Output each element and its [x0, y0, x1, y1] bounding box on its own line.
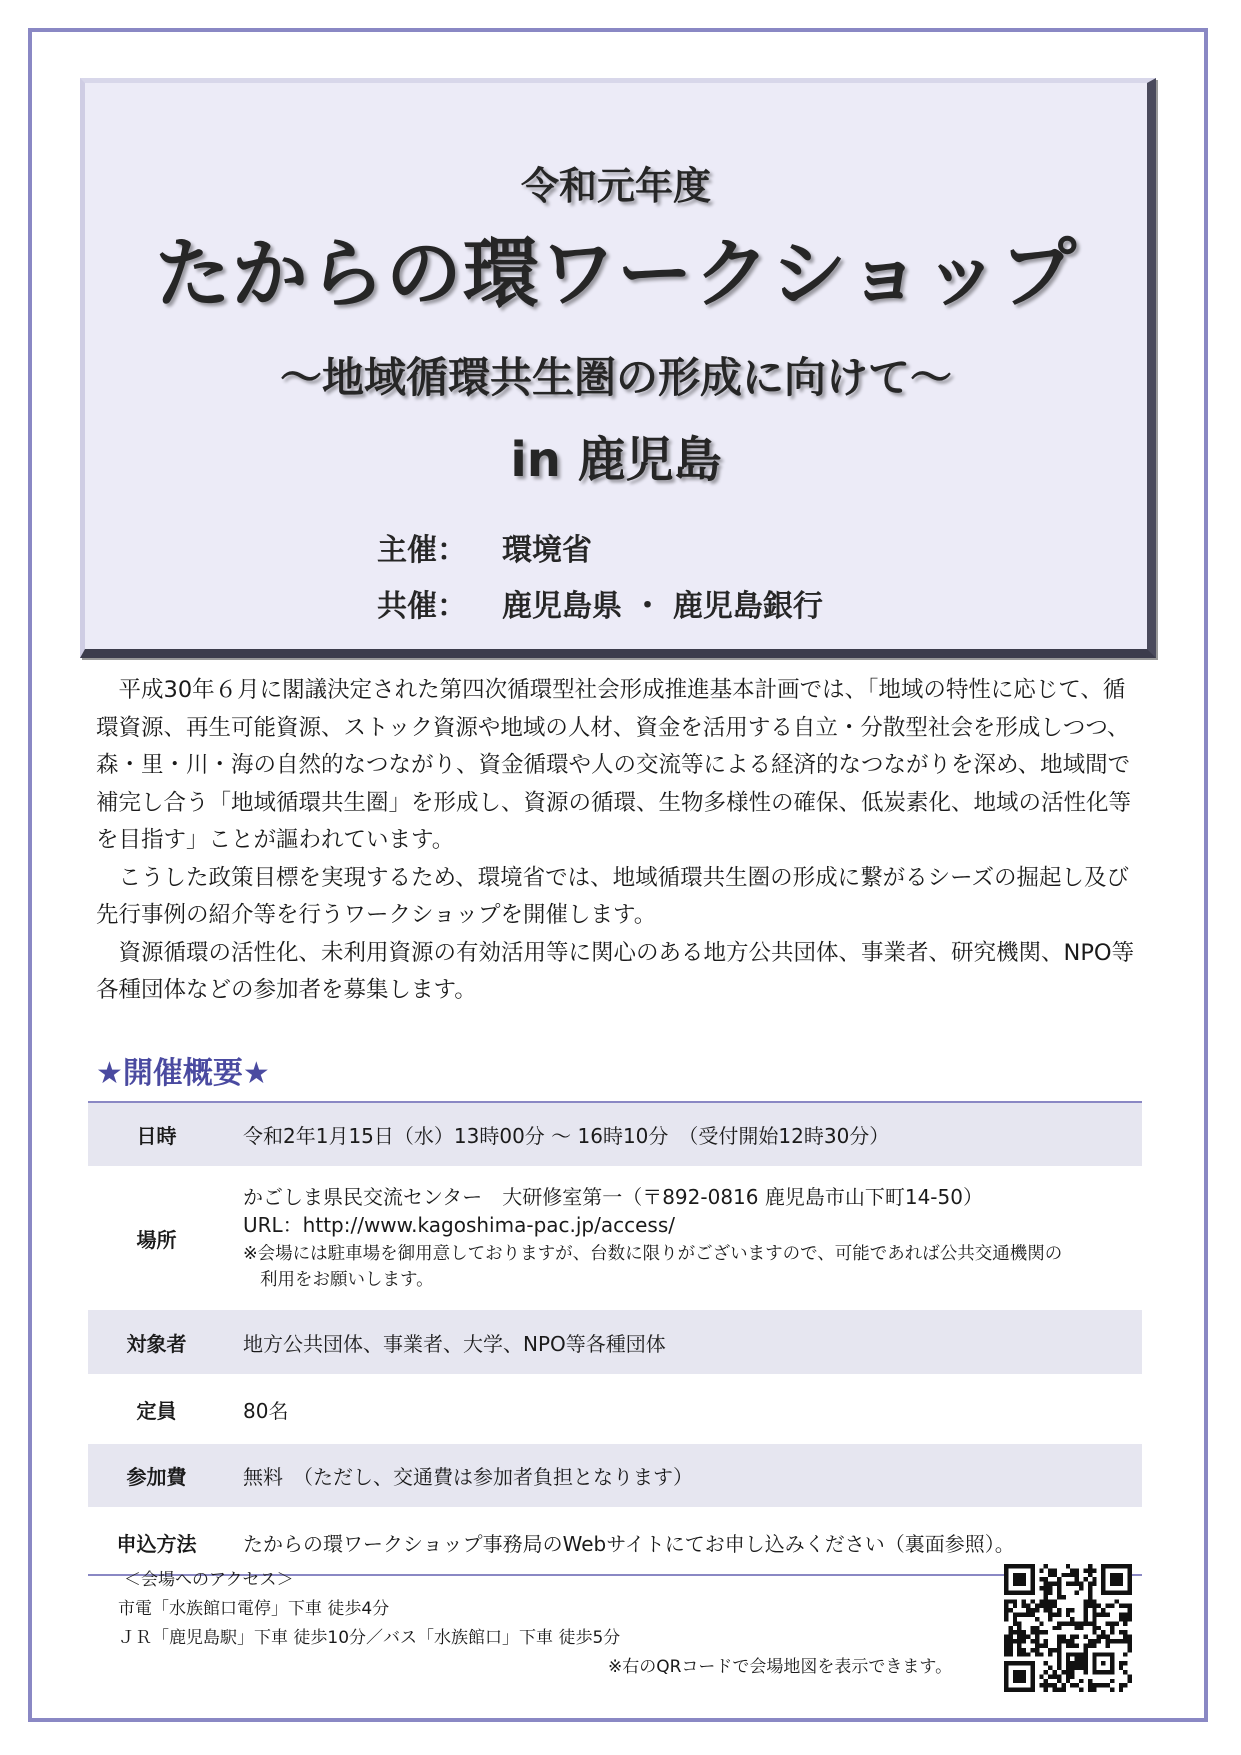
event-subtitle: ～地域循環共生圏の形成に向けて～: [279, 353, 952, 402]
capacity-label: 定員: [136, 1398, 177, 1423]
place-url-link[interactable]: URL：http://www.kagoshima-pac.jp/access/: [243, 1213, 675, 1237]
table-row-fee: [88, 1444, 1142, 1507]
target-label: 対象者: [88, 1310, 225, 1374]
qr-code-icon[interactable]: [1004, 1564, 1132, 1692]
apply-value: たからの環ワークショップ事務局のWebサイトにてお申し込みください（裏面参照）。: [243, 1531, 1015, 1556]
table-row-date: [88, 1102, 1142, 1166]
parking-note-line2: 利用をお願いします。: [260, 1270, 434, 1290]
access-train-bus: ＪＲ「鹿児島駅」下車 徒歩10分／バス「水族館口」下車 徒歩5分: [118, 1628, 621, 1648]
intro-text: [96, 672, 1146, 1010]
qr-note: ※右のQRコードで会場地図を表示できます。: [608, 1657, 953, 1677]
parking-note-line1: ※会場には駐車場を御用意しておりますが、台数に限りがございますので、可能であれば公共交通機関の: [243, 1244, 1063, 1264]
place-address: かごしま県民交流センター 大研修室第一（〒892-0816 鹿児島市山下町14-50）: [243, 1185, 983, 1209]
organizer-value: 環境省: [502, 533, 592, 568]
intro-paragraph-2: こうした政策目標を実現するため、環境省では、地域循環共生圏の形成に繋がるシーズの掘起し及び先行事例の紹介等を行うワークショップを開催します。: [96, 864, 1129, 928]
intro-paragraph-3: 資源循環の活性化、未利用資源の有効活用等に関心のある地方公共団体、事業者、研究機関、NPO等各種団体などの参加者を募集します。: [96, 939, 1135, 1003]
access-tram: 市電「水族館口電停」下車 徒歩4分: [118, 1599, 390, 1619]
parking-note: [243, 1241, 1141, 1293]
overview-heading: ★開催概要★: [96, 1056, 270, 1091]
target-value: 地方公共団体、事業者、大学、NPO等各種団体: [225, 1310, 1142, 1374]
place-label: 場所: [136, 1227, 177, 1252]
access-info: [118, 1566, 952, 1682]
access-heading: ＜会場へのアクセス＞: [124, 1570, 294, 1590]
date-value: 令和2年1月15日（水）13時00分 ～ 16時10分 （受付開始12時30分）: [225, 1102, 1142, 1166]
cohost-label: 共催：: [377, 589, 467, 624]
fee-value: 無料 （ただし、交通費は参加者負担となります）: [225, 1444, 1142, 1507]
place-value: [225, 1169, 1142, 1307]
capacity-value: 80名: [243, 1398, 289, 1423]
date-label: 日時: [88, 1102, 225, 1166]
cohost-line: [377, 581, 823, 625]
event-location: in 鹿児島: [510, 432, 722, 488]
apply-label: 申込方法: [116, 1531, 197, 1556]
fee-label: 参加費: [88, 1444, 225, 1507]
table-row-place: [88, 1169, 1142, 1307]
organizer-line: [377, 525, 592, 569]
title-panel: [80, 78, 1156, 658]
event-title: たからの環ワークショップ: [154, 229, 1078, 318]
fiscal-year: 令和元年度: [520, 164, 711, 208]
organizer-label: 主催：: [377, 533, 467, 568]
table-row-target: [88, 1310, 1142, 1374]
table-row-capacity: [88, 1377, 1142, 1441]
overview-table: [88, 1101, 1142, 1576]
cohost-value: 鹿児島県 ・ 鹿児島銀行: [502, 589, 823, 624]
intro-paragraph-1: 平成30年６月に閣議決定された第四次循環型社会形成推進基本計画では、「地域の特性に応じて、循環資源、再生可能資源、ストック資源や地域の人材、資金を活用する自立・分散型社会を形成しつつ、森・里・川・海の自然的なつながり、資金循環や人の交流等による経済的なつながりを深め、地域間で補完し合う「地域循環共生圏」を形成し、資源の循環、生物多様性の確保、低炭素化、地域の活性化等を目指す」ことが謳われています。: [96, 677, 1132, 853]
